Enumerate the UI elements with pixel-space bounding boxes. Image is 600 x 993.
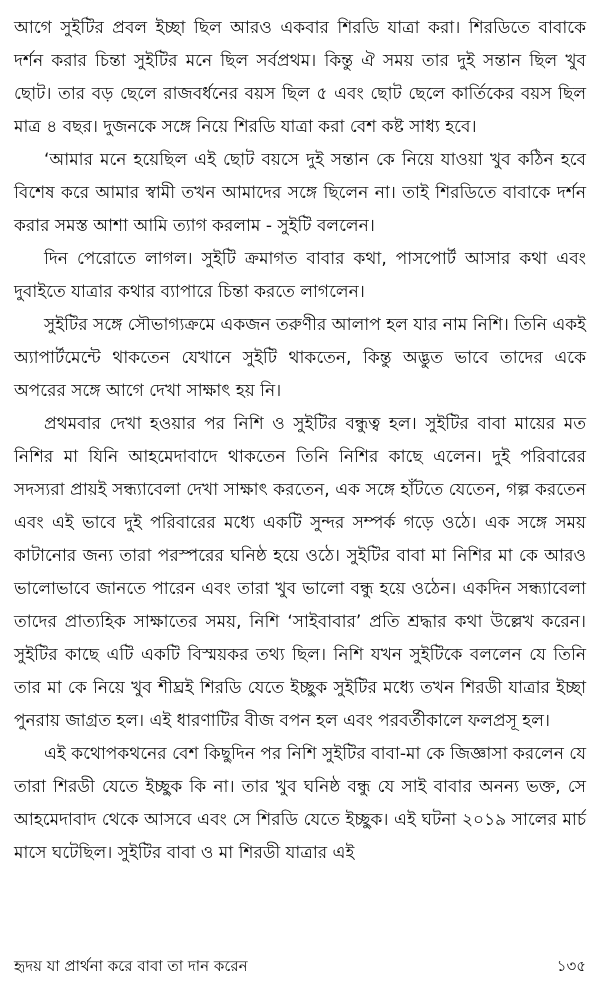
paragraph-6: এই কথোপকথনের বেশ কিছুদিন পর নিশি সুইটির বাবা-মা কে জিজ্ঞাসা করলেন যে তারা শিরডী যেতে ইচ্ছুক কি না। তার খুব ঘনিষ্ঠ বন্ধু যে সাই বাবার অনন্য ভক্ত, সে আহমেদাবাদ থেকে আসবে এবং সে শিরডি যেতে ইচ্ছুক। এই ঘটনা ২০১৯ সালের মার্চ মাসে ঘটেছিল। সুইটির বাবা ও মা শিরডী যাত্রার এই [14,744,586,863]
page-number: ১৩৫ [556,957,586,975]
paragraph-4: সুইটির সঙ্গে সৌভাগ্যক্রমে একজন তরুণীর আলাপ হল যার নাম নিশি। তিনি একই অ্যাপার্টমেন্টে থাকতেন যেখানে সুইটি থাকতেন, কিন্তু অদ্ভুত ভাবে তাদের একে অপরের সঙ্গে আগে দেখা সাক্ষাৎ হয় নি। [14,315,586,401]
paragraph-1: আগে সুইটির প্রবল ইচ্ছা ছিল আরও একবার শিরডি যাত্রা করা। শিরডিতে বাবাকে দর্শন করার চিন্তা সুইটির মনে ছিল সর্বপ্রথম। কিন্তু ঐ সময় তার দুই সন্তান ছিল খুব ছোট। তার বড় ছেলে রাজবর্ধনের বয়স ছিল ৫ এবং ছোট ছেলে কার্তিকের বয়স ছিল মাত্র ৪ বছর। দুজনকে সঙ্গে নিয়ে শিরডি যাত্রা করা বেশ কষ্ট সাধ্য হবে। [14,18,586,137]
paragraph-5: প্রথমবার দেখা হওয়ার পর নিশি ও সুইটির বন্ধুত্ব হল। সুইটির বাবা মায়ের মত নিশির মা যিনি আহমেদাবাদে থাকতেন তিনি নিশির কাছে এলেন। দুই পরিবারের সদস্যরা প্রায়ই সন্ধ্যাবেলা দেখা সাক্ষাৎ করতেন, এক সঙ্গে হাঁটতে যেতেন, গল্প করতেন এবং এই ভাবে দুই পরিবারের মধ্যে একটি সুন্দর সম্পর্ক গড়ে ওঠে। এক সঙ্গে সময় কাটানোর জন্য তারা পরস্পরের ঘনিষ্ঠ হয়ে ওঠে। সুইটির বাবা মা নিশির মা কে আরও ভালোভাবে জানতে পারেন এবং তারা খুব ভালো বন্ধু হয়ে ওঠেন। একদিন সন্ধ্যাবেলা তাদের প্রাত্যহিক সাক্ষাতের সময়, নিশি ‘সাইবাবার’ প্রতি শ্রদ্ধার কথা উল্লেখ করেন। সুইটির কাছে এটি একটি বিস্ময়কর তথ্য ছিল। নিশি যখন সুইটিকে বললেন যে তিনি তার মা কে নিয়ে খুব শীঘ্রই শিরডি যেতে ইচ্ছুক সুইটির মধ্যে তখন শিরডী যাত্রার ইচ্ছা পুনরায় জাগ্রত হল। এই ধারণাটির বীজ বপন হল এবং পরবর্তীকালে ফলপ্রসূ হল। [14,414,586,731]
page-footer [14,955,586,977]
page-body [14,12,586,870]
paragraph-2: ‘আমার মনে হয়েছিল এই ছোট বয়সে দুই সন্তান কে নিয়ে যাওয়া খুব কঠিন হবে বিশেষ করে আমার স্বামী তখন আমাদের সঙ্গে ছিলেন না। তাই শিরডিতে বাবাকে দর্শন করার সমস্ত আশা আমি ত্যাগ করলাম - সুইটি বললেন। [14,150,586,236]
running-title: হৃদয় যা প্রার্থনা করে বাবা তা দান করেন [14,957,248,975]
paragraph-3: দিন পেরোতে লাগল। সুইটি ক্রমাগত বাবার কথা, পাসপোর্ট আসার কথা এবং দুবাইতে যাত্রার কথার ব্যাপারে চিন্তা করতে লাগলেন। [14,249,586,302]
